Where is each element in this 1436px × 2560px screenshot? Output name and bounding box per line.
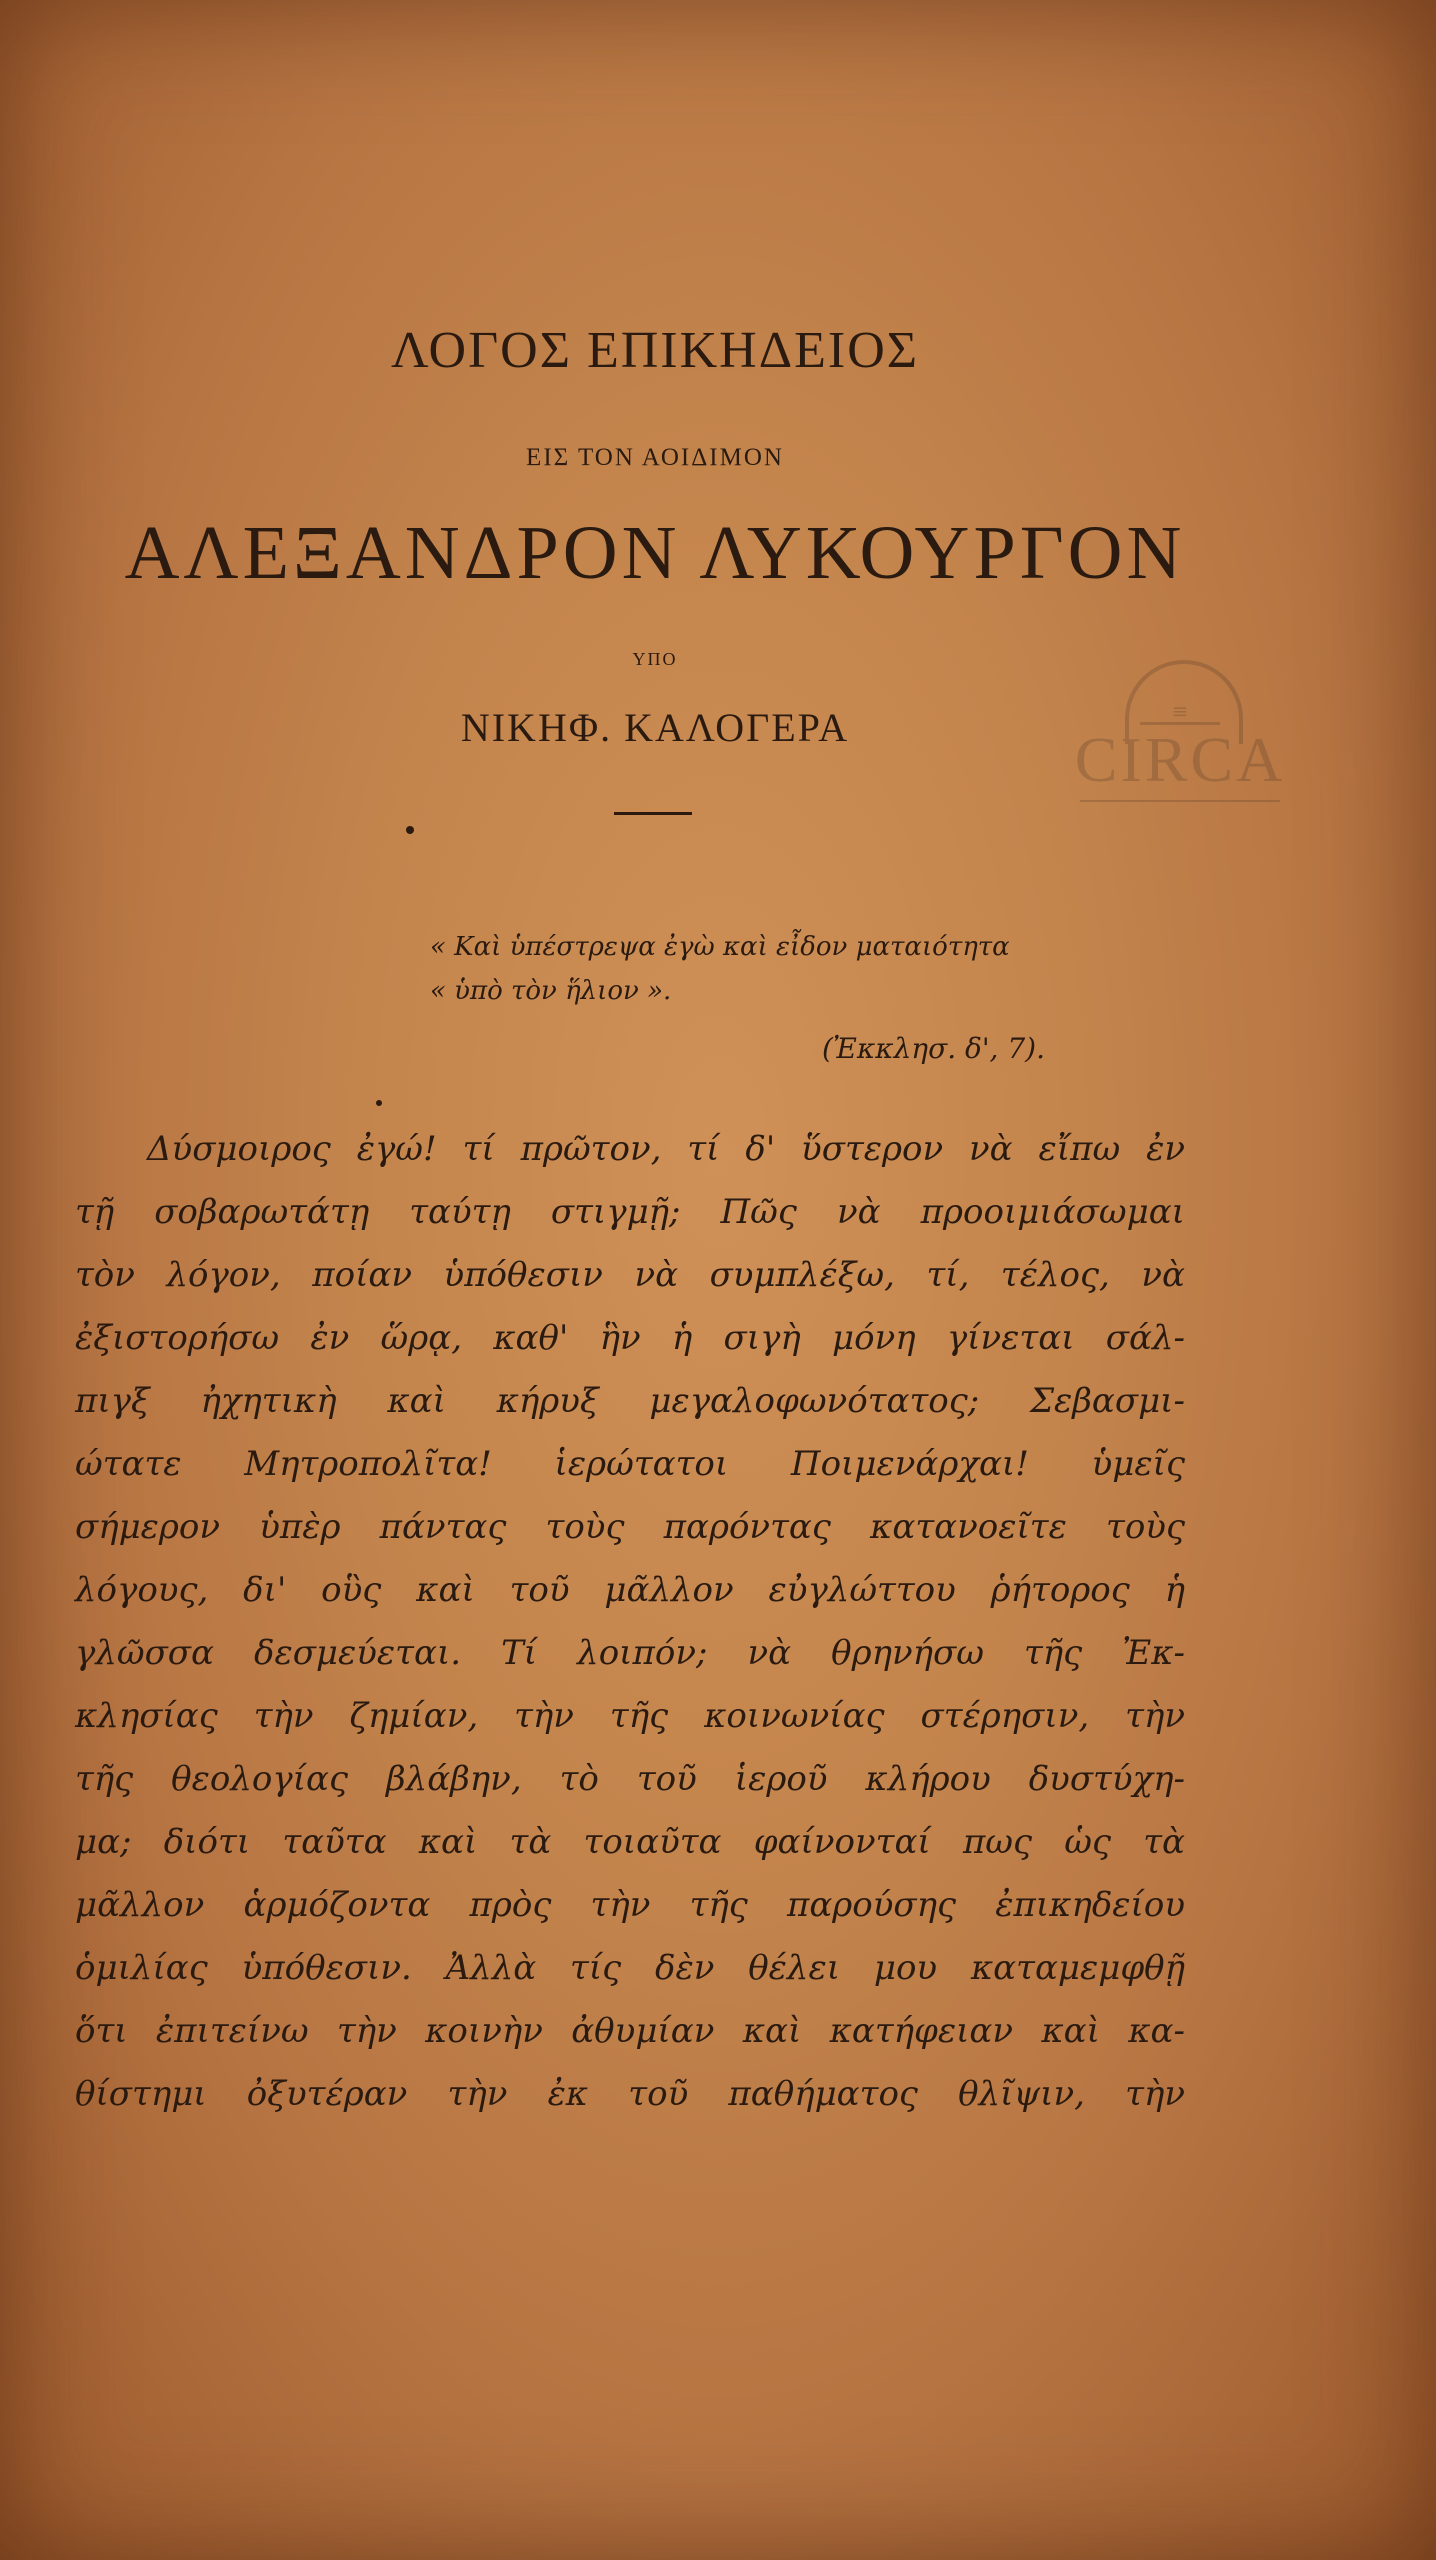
body-paragraph: [75, 1118, 1185, 2126]
body-line: θίστημι ὀξυτέραν τὴν ἐκ τοῦ παθήματος θλῖψιν, τὴν: [75, 2074, 1185, 2114]
body-line: γλῶσσα δεσμεύεται. Τί λοιπόν; νὰ θρηνήσω τῆς Ἐκ-: [75, 1633, 1185, 1673]
watermark-text: CIRCA: [1074, 724, 1286, 795]
body-line: Δύσμοιρος ἐγώ! τί πρῶτον, τί δ' ὕστερον νὰ εἴπω ἐν: [147, 1129, 1185, 1169]
body-line: κλησίας τὴν ζημίαν, τὴν τῆς κοινωνίας στέρησιν, τὴν: [75, 1696, 1185, 1736]
body-line: ώτατε Μητροπολῖτα! ἱερώτατοι Ποιμενάρχαι! ὑμεῖς: [75, 1444, 1185, 1484]
body-line: σήμερον ὑπὲρ πάντας τοὺς παρόντας κατανοεῖτε τοὺς: [75, 1507, 1185, 1547]
page-title: ΛΟΓΟΣ ΕΠΙΚΗΔΕΙΟΣ: [390, 322, 920, 379]
watermark-underline: [1080, 800, 1280, 802]
body-line: μᾶλλον ἁρμόζοντα πρὸς τὴν τῆς παρούσης ἐπικηδείου: [75, 1885, 1185, 1925]
epigraph-line: « Καὶ ὑπέστρεψα ἐγὼ καὶ εἶδον ματαιότητα: [430, 932, 1010, 962]
open-book-icon: ≡: [1140, 700, 1220, 725]
epigraph-line: « ὑπὸ τὸν ἥλιον ».: [430, 976, 672, 1006]
body-line: μα; διότι ταῦτα καὶ τὰ τοιαῦτα φαίνονταί πως ὡς τὰ: [75, 1822, 1185, 1862]
body-line: τῆς θεολογίας βλάβην, τὸ τοῦ ἱεροῦ κλήρου δυστύχη-: [75, 1759, 1185, 1799]
epigraph: [430, 925, 1150, 1071]
body-line: ὁμιλίας ὑπόθεσιν. Ἀλλὰ τίς δὲν θέλει μου καταμεμφθῇ: [75, 1948, 1185, 1988]
watermark-logo: [1070, 660, 1290, 820]
by-label: ΥΠΟ: [632, 649, 678, 669]
epigraph-reference: (Ἐκκλησ. δ', 7).: [822, 1032, 1045, 1065]
title-divider: [614, 812, 692, 815]
body-line: ὅτι ἐπιτείνω τὴν κοινὴν ἀθυμίαν καὶ κατήφειαν καὶ κα-: [75, 2011, 1185, 2051]
page-subtitle: ΕΙΣ ΤΟΝ ΑΟΙΔΙΜΟΝ: [526, 444, 784, 471]
body-line: λόγους, δι' οὓς καὶ τοῦ μᾶλλον εὐγλώττου ῥήτορος ἡ: [75, 1570, 1185, 1610]
honoree-name: ΑΛΕΞΑΝΔΡΟΝ ΛΥΚΟΥΡΓΟΝ: [124, 511, 1186, 595]
body-line: πιγξ ἠχητικὴ καὶ κήρυξ μεγαλοφωνότατος; Σεβασμι-: [75, 1381, 1185, 1421]
ink-speck: [376, 1100, 382, 1106]
body-line: τῇ σοβαρωτάτῃ ταύτῃ στιγμῇ; Πῶς νὰ προοιμιάσωμαι: [75, 1192, 1185, 1232]
ink-speck: [406, 826, 414, 834]
body-line: τὸν λόγον, ποίαν ὑπόθεσιν νὰ συμπλέξω, τί, τέλος, νὰ: [75, 1255, 1185, 1295]
author-name: ΝΙΚΗΦ. ΚΑΛΟΓΕΡΑ: [460, 705, 850, 750]
body-line: ἐξιστορήσω ἐν ὥρᾳ, καθ' ἣν ἡ σιγὴ μόνη γίνεται σάλ-: [75, 1318, 1185, 1358]
